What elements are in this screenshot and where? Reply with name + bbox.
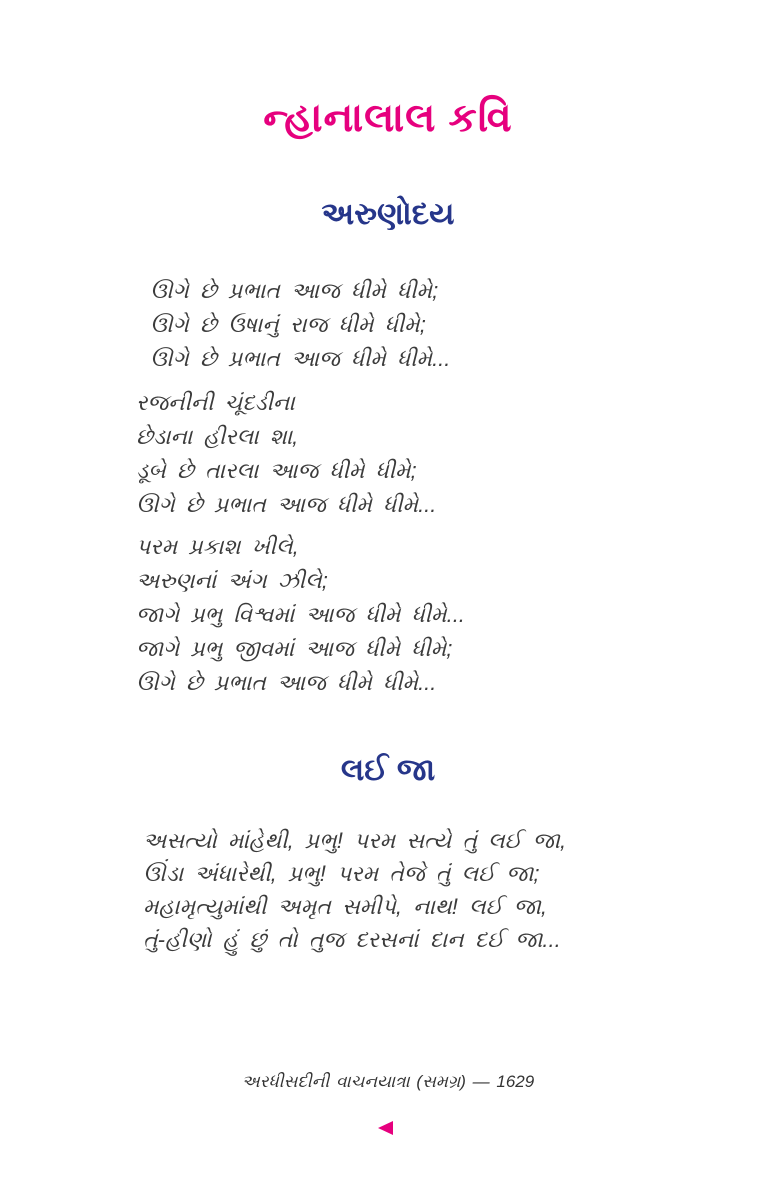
poem-title-lai-ja: લઈ જા [340,752,436,787]
poem1-stanza-1 [150,274,450,376]
back-arrow-icon[interactable] [378,1121,393,1135]
poem-line: છેડાના હીરલા શા, [136,424,299,449]
poem-line: ડૂબે છે તારલા આજ ધીમે ધીમે; [136,458,417,483]
footer-text: અરધીસદીની વાચનયાત્રા (સમગ્ર) — 1629 [241,1072,535,1091]
poem2-stanza-1 [143,824,566,956]
poem-line: જાગે પ્રભુ જીવમાં આજ ધીમે ધીમે; [136,636,453,661]
poem-line: તું-હીણો હું છું તો તુજ દરસનાં દાન દઈ જા... [143,927,561,952]
poem1-stanza-3 [136,530,465,700]
poem-title-arunoday: અરુણોદય [321,196,455,231]
poem-line: ઊગે છે પ્રભાત આજ ધીમે ધીમે... [150,346,451,371]
poem-line: રજનીની ચૂંદડીના [136,390,295,415]
poem1-stanza-2 [136,386,436,522]
poem-line: જાગે પ્રભુ વિશ્વમાં આજ ધીમે ધીમે... [136,602,465,627]
poem-line: ઊગે છે પ્રભાત આજ ધીમે ધીમે... [136,492,437,517]
poem-line: અસત્યો માંહેથી, પ્રભુ! પરમ સત્યે તું લઈ જા, [143,828,567,853]
poem-line: ઊગે છે ઉષાનું રાજ ધીમે ધીમે; [150,312,426,337]
poem-line: અરુણનાં અંગ ઝીલે; [136,568,328,593]
poem-line: ઊગે છે પ્રભાત આજ ધીમે ધીમે; [150,278,439,303]
poem-line: ઊગે છે પ્રભાત આજ ધીમે ધીમે... [136,670,437,695]
author-title: ન્હાનાલાલ કવિ [263,96,513,140]
poem-line: પરમ પ્રકાશ ખીલે, [136,534,299,559]
poem-line: મહામૃત્યુમાંથી અમૃત સમીપે, નાથ! લઈ જા, [143,894,548,919]
poem-line: ઊંડા અંધારેથી, પ્રભુ! પરમ તેજે તું લઈ જા; [143,861,540,886]
